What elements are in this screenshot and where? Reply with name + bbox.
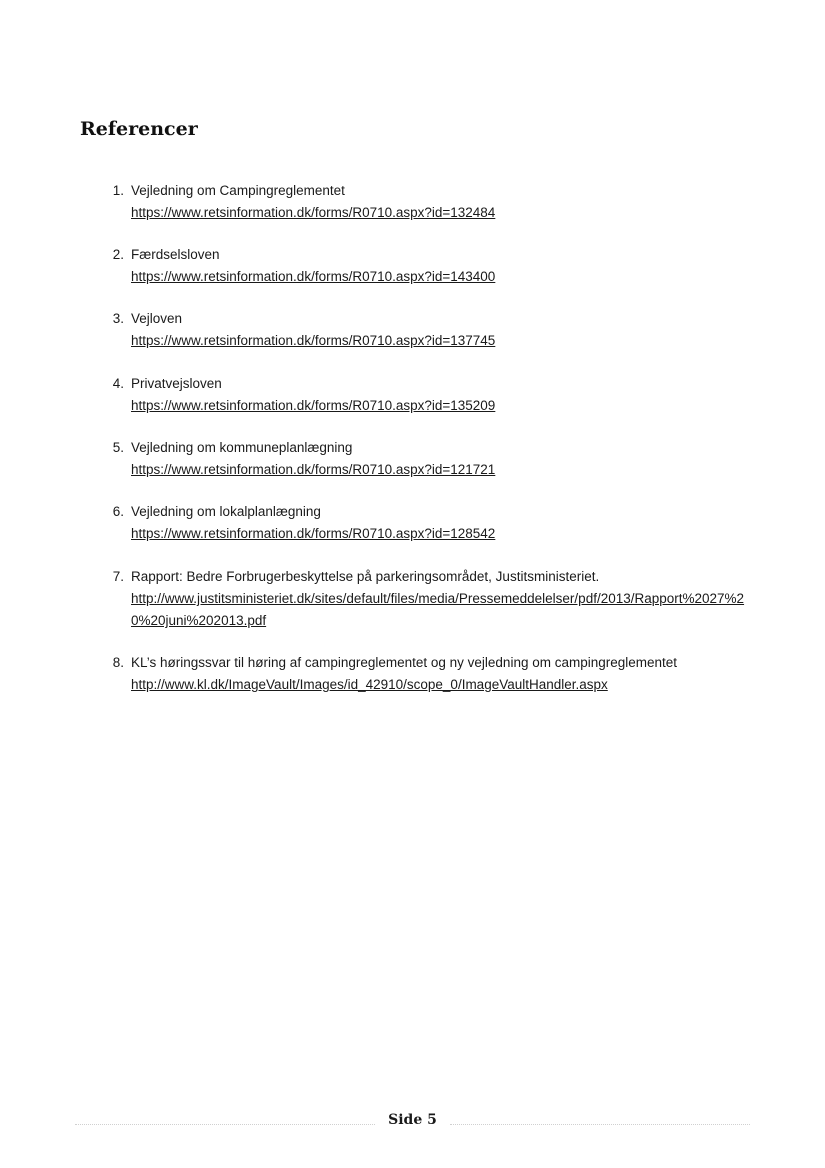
- reference-number: 5.: [112, 440, 124, 455]
- reference-number: 4.: [112, 376, 124, 391]
- reference-number: 6.: [112, 504, 124, 519]
- reference-link[interactable]: https://www.retsinformation.dk/forms/R0710.aspx?id=128542: [131, 526, 496, 541]
- reference-number: 8.: [112, 655, 124, 670]
- reference-title: Privatvejsloven: [131, 376, 222, 391]
- page-heading: Referencer: [80, 118, 198, 140]
- reference-number: 2.: [112, 247, 124, 262]
- reference-title: Rapport: Bedre Forbrugerbeskyttelse på parkeringsområdet, Justitsministeriet.: [131, 569, 600, 584]
- reference-number: 7.: [112, 569, 124, 584]
- reference-title: Færdselsloven: [131, 247, 220, 262]
- reference-title: Vejledning om Campingreglementet: [131, 183, 345, 198]
- reference-title: KL’s høringssvar til høring af campingreglementet og ny vejledning om campingreglementet: [131, 655, 678, 670]
- reference-number: 3.: [112, 311, 124, 326]
- reference-title: Vejloven: [131, 311, 183, 326]
- reference-link[interactable]: https://www.retsinformation.dk/forms/R0710.aspx?id=143400: [131, 269, 496, 284]
- reference-link[interactable]: https://www.retsinformation.dk/forms/R0710.aspx?id=135209: [131, 398, 496, 413]
- page-number: Side 5: [388, 1112, 437, 1128]
- reference-link[interactable]: https://www.retsinformation.dk/forms/R0710.aspx?id=137745: [131, 333, 496, 348]
- reference-number: 1.: [112, 183, 124, 198]
- reference-title: Vejledning om kommuneplanlægning: [131, 440, 353, 455]
- reference-title: Vejledning om lokalplanlægning: [131, 504, 321, 519]
- reference-link[interactable]: https://www.retsinformation.dk/forms/R0710.aspx?id=132484: [131, 205, 496, 220]
- reference-link[interactable]: http://www.justitsministeriet.dk/sites/default/files/media/Pressemeddelelser/pdf/2013/Rapport%2027%20%20juni%202013.pdf: [131, 591, 745, 628]
- reference-link[interactable]: http://www.kl.dk/ImageVault/Images/id_42910/scope_0/ImageVaultHandler.aspx: [131, 677, 608, 692]
- reference-link[interactable]: https://www.retsinformation.dk/forms/R0710.aspx?id=121721: [131, 462, 496, 477]
